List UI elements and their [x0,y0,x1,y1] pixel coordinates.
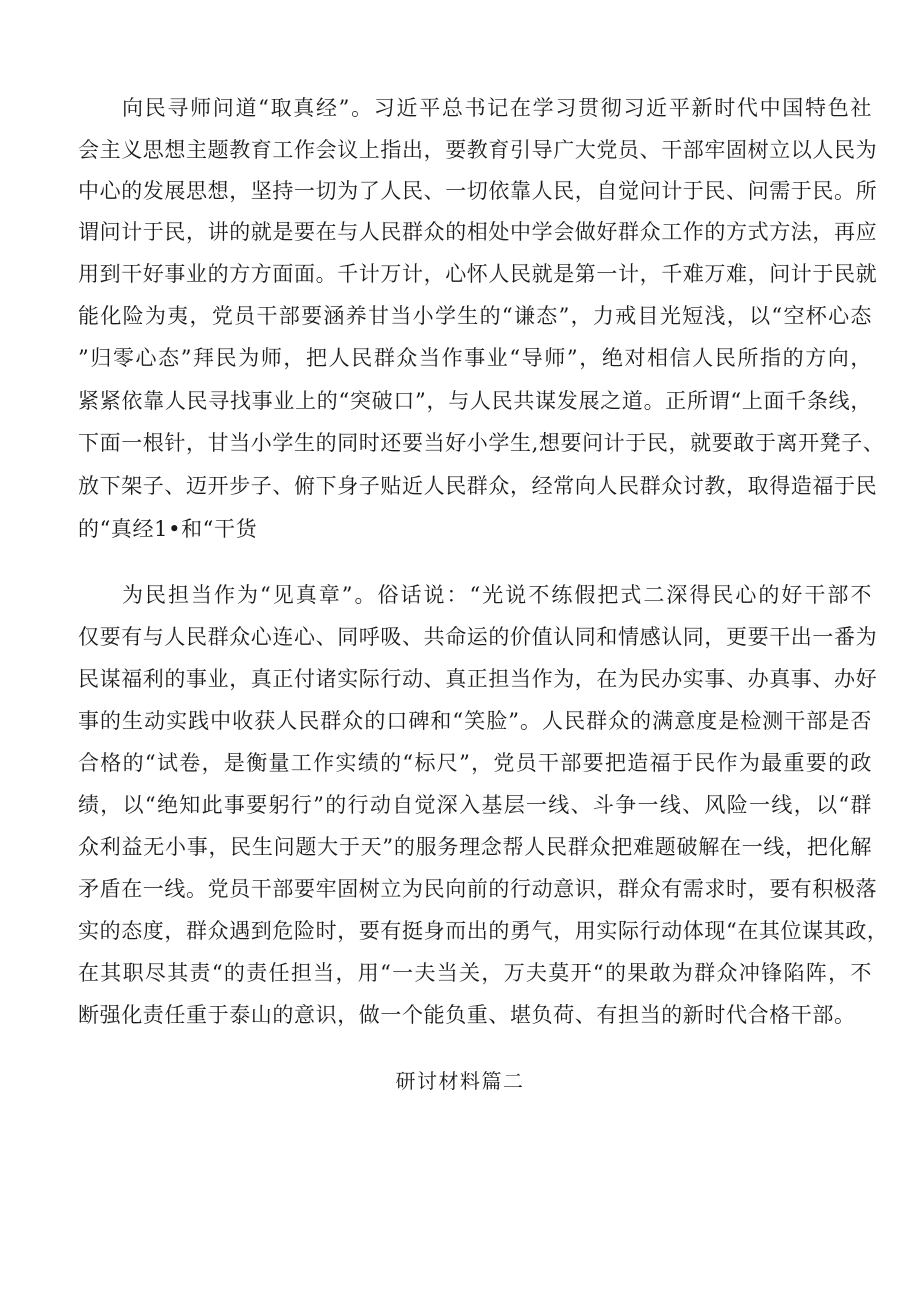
text-line: 为民担当作为“见真章”。俗话说：“光说不练假把式二深得民心的好干部不 [122,583,872,607]
text-line: 会主义思想主题教育工作会议上指出，要教育引导广大党员、干部牢固树立以人民为 [78,138,878,162]
text-line: 合格的“试卷，是衡量工作实绩的“标尺”，党员干部要把造福于民作为最重要的政 [78,751,872,775]
text-line: 紧紧依靠人民寻找事业上的“突破口”，与人民共谋发展之道。正所谓“上面千条线， [78,389,872,413]
text-line: 能化险为夷，党员干部要涵养甘当小学生的“谦态”，力戒目光短浅，以“空杯心态 [78,304,872,328]
text-line: ”归零心态”拜民为师，把人民群众当作事业“导师”，绝对相信人民所指的方向， [78,346,872,370]
text-line: 众利益无小事，民生问题大于天”的服务理念帮人民群众把难题破解在一线，把化解 [78,835,872,859]
text-line: 用到干好事业的方方面面。千计万计，心怀人民就是第一计，千难万难，问计于民就 [78,262,878,286]
text-line: 矛盾在一线。党员干部要牢固树立为民向前的行动意识，群众有需求时，要有积极落 [78,877,878,901]
text-line: 下面一根针，甘当小学生的同时还要当好小学生,想要问计于民，就要敢于离开凳子、 [78,431,885,455]
text-line: 仅要有与人民群众心连心、同呼吸、共命运的价值认同和情感认同，更要干出一番为 [78,625,878,649]
text-line: 事的生动实践中收获人民群众的口碑和“笑脸”。人民群众的满意度是检测干部是否 [78,709,872,733]
text-line: 民谋福利的事业，真正付诸实际行动、真正担当作为，在为民办实事、办真事、办好 [78,667,878,691]
text-line: 向民寻师问道“取真经”。习近平总书记在学习贯彻习近平新时代中国特色社 [122,96,872,120]
text-line: 断强化责任重于泰山的意识，做一个能负重、堪负荷、有担当的新时代合格干部。 [78,1003,856,1027]
section-heading: 研讨材料篇二 [395,1069,525,1093]
text-line: 中心的发展思想，坚持一切为了人民、一切依靠人民，自觉问计于民、问需于民。所 [78,179,878,203]
text-line: 谓问计于民，讲的就是要在与人民群众的相处中学会做好群众工作的方式方法，再应 [78,220,878,244]
text-line: 的“真经1•和“干货 [78,517,258,541]
text-line: 在其职尽其责“的责任担当，用“一夫当关，万夫莫开“的果敢为群众冲锋陷阵，不 [78,961,872,985]
text-line: 实的态度，群众遇到危险时，要有挺身而出的勇气，用实际行动体现“在其位谋其政， [78,919,889,943]
text-line: 绩，以“绝知此事要躬行”的行动自觉深入基层一线、斗争一线、风险一线，以“群 [78,793,872,817]
text-line: 放下架子、迈开步子、俯下身子贴近人民群众，经常向人民群众讨教，取得造福于民 [78,474,878,498]
